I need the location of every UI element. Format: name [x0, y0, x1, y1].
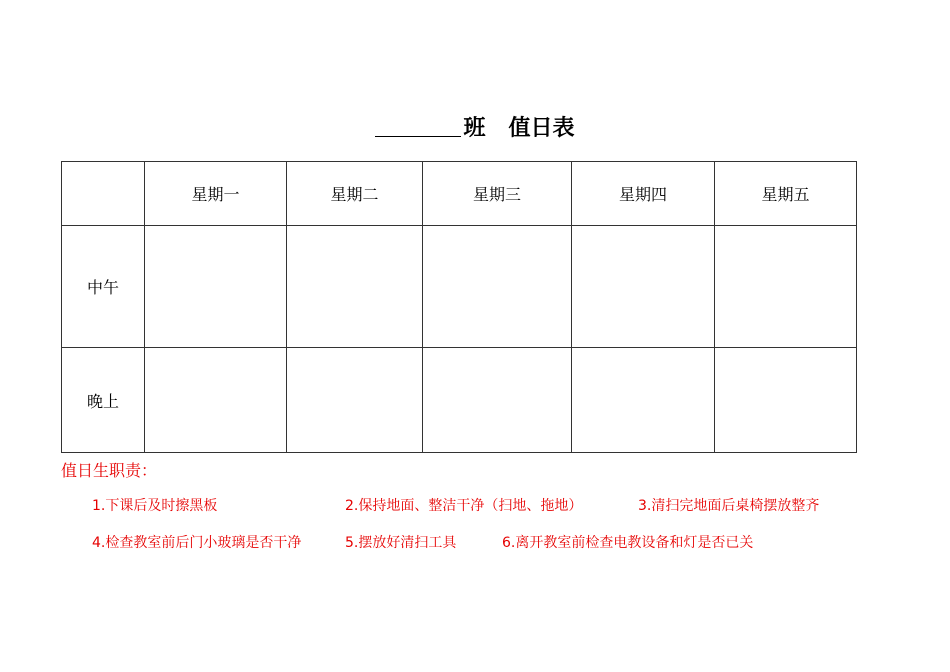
header-thursday: 星期四 [572, 162, 715, 226]
cell-noon-monday[interactable] [145, 226, 287, 348]
cell-evening-wednesday[interactable] [423, 348, 572, 453]
title-name: 值日表 [508, 116, 575, 141]
header-tuesday: 星期二 [287, 162, 423, 226]
cell-noon-friday[interactable] [715, 226, 857, 348]
cell-evening-friday[interactable] [715, 348, 857, 453]
cell-evening-monday[interactable] [145, 348, 287, 453]
duty-item-5: 5.摆放好清扫工具 [345, 535, 457, 551]
row-label-noon: 中午 [62, 226, 145, 348]
cell-noon-wednesday[interactable] [423, 226, 572, 348]
cell-noon-tuesday[interactable] [287, 226, 423, 348]
title-class-label: 班 [463, 116, 486, 141]
table-row [62, 226, 857, 348]
duty-item-2: 2.保持地面、整洁干净（扫地、拖地） [345, 498, 583, 514]
duty-item-1: 1.下课后及时擦黑板 [92, 498, 218, 514]
cell-evening-tuesday[interactable] [287, 348, 423, 453]
row-label-evening: 晚上 [62, 348, 145, 453]
header-monday: 星期一 [145, 162, 287, 226]
header-friday: 星期五 [715, 162, 857, 226]
cell-noon-thursday[interactable] [572, 226, 715, 348]
table-row [62, 348, 857, 453]
table-corner-cell [62, 162, 145, 226]
cell-evening-thursday[interactable] [572, 348, 715, 453]
duty-table [61, 161, 857, 453]
duty-item-6: 6.离开教室前检查电教设备和灯是否已关 [502, 535, 754, 551]
page-title [0, 114, 950, 144]
duties-heading: 值日生职责： [61, 461, 158, 480]
class-name-blank [375, 114, 461, 137]
duty-item-4: 4.检查教室前后门小玻璃是否干净 [92, 535, 302, 551]
duty-item-3: 3.清扫完地面后桌椅摆放整齐 [638, 498, 820, 514]
table-header-row [62, 162, 857, 226]
header-wednesday: 星期三 [423, 162, 572, 226]
